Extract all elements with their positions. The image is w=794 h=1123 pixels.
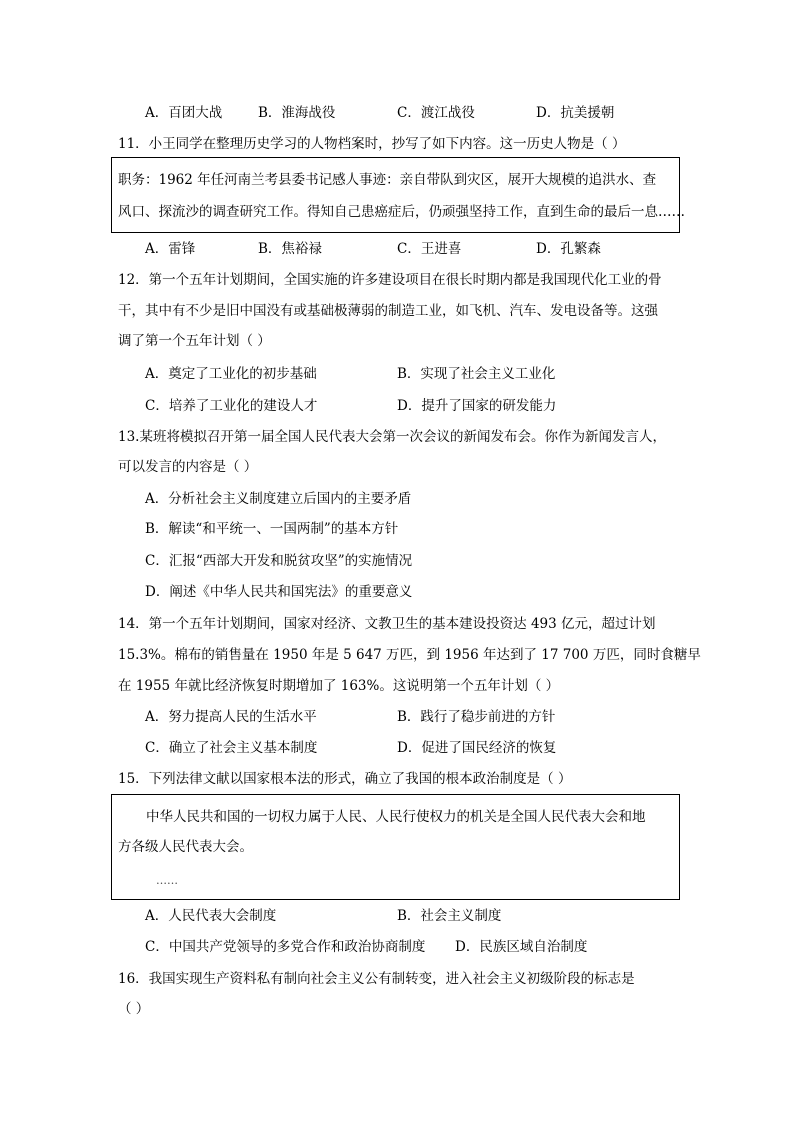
q13-option-b: B．解读“和平统一、一国两制”的基本方针 [145, 521, 399, 537]
q16-stem-line-1: 16．我国实现生产资料私有制向社会主义公有制转变，进入社会主义初级阶段的标志是 [118, 971, 635, 987]
q14-option-b: B．践行了稳步前进的方针 [397, 709, 556, 725]
q14-option-d: D．促进了国民经济的恢复 [397, 740, 557, 756]
q14-stem-line-2: 15.3%。棉布的销售量在 1950 年是 5 647 万匹，到 1956 年达到了 17 700 万匹，同时食糖早 [118, 647, 701, 663]
q11-option-d: D．孔繁森 [536, 241, 601, 257]
q14-stem-line-3: 在 1955 年就比经济恢复时期增加了 163%。这说明第一个五年计划（ ） [118, 678, 560, 694]
q12-stem-line-2: 干，其中有不少是旧中国没有或基础极薄弱的制造工业，如飞机、汽车、发电设备等。这强 [118, 303, 658, 319]
q10-option-b: B．淮海战役 [258, 105, 336, 121]
q16-stem-line-2: （ ） [118, 1001, 150, 1017]
q14-option-c: C．确立了社会主义基本制度 [145, 740, 318, 756]
q10-option-d: D．抗美援朝 [536, 105, 615, 121]
q13-stem-line-1: 13.某班将模拟召开第一届全国人民代表大会第一次会议的新闻发布会。你作为新闻发言人， [118, 429, 666, 445]
q15-stem: 15．下列法律文献以国家根本法的形式，确立了我国的根本政治制度是（ ） [118, 771, 572, 787]
q15-box-line-2: 方各级人民代表大会。 [118, 839, 253, 855]
q13-option-c: C．汇报“西部大开发和脱贫攻坚”的实施情况 [145, 553, 413, 569]
q13-stem-line-2: 可以发言的内容是（ ） [118, 459, 258, 475]
q13-option-d: D．阐述《中华人民共和国宪法》的重要意义 [145, 584, 413, 600]
q12-option-a: A．奠定了工业化的初步基础 [145, 366, 317, 382]
q11-stem: 11．小王同学在整理历史学习的人物档案时，抄写了如下内容。这一历史人物是（ ） [118, 136, 626, 152]
q11-option-c: C．王进喜 [397, 241, 462, 257]
q14-stem-line-1: 14．第一个五年计划期间，国家对经济、文教卫生的基本建设投资达 493 亿元，超过计划 [118, 616, 656, 632]
q13-option-a: A．分析社会主义制度建立后国内的主要矛盾 [145, 491, 412, 507]
q15-source-box [111, 794, 680, 900]
q12-stem-line-3: 调了第一个五年计划（ ） [118, 333, 271, 349]
q15-box-ellipsis: …… [156, 874, 178, 887]
q15-option-d: D．民族区域自治制度 [455, 939, 588, 955]
q11-box-line-2: 风口、探流沙的调查研究工作。得知自己患癌症后，仍顽强坚持工作，直到生命的最后一息…… [118, 204, 685, 220]
q11-option-a: A．雷锋 [145, 241, 196, 257]
q15-box-line-1: 中华人民共和国的一切权力属于人民、人民行使权力的机关是全国人民代表大会和地 [146, 809, 646, 825]
q14-option-a: A．努力提高人民的生活水平 [145, 709, 317, 725]
q11-option-b: B．焦裕禄 [258, 241, 322, 257]
q10-option-c: C．渡江战役 [397, 105, 475, 121]
q12-option-c: C．培养了工业化的建设人才 [145, 398, 318, 414]
q10-option-a: A．百团大战 [145, 105, 223, 121]
q11-box-line-1: 职务：1962 年任河南兰考县委书记感人事迹：亲自带队到灾区，展开大规模的追洪水、查 [118, 172, 657, 188]
q12-option-d: D．提升了国家的研发能力 [397, 398, 557, 414]
q15-option-b: B．社会主义制度 [397, 908, 502, 924]
q12-stem-line-1: 12．第一个五年计划期间，全国实施的许多建设项目在很长时期内都是我国现代化工业的骨 [118, 272, 662, 288]
q15-option-a: A．人民代表大会制度 [145, 908, 277, 924]
q12-option-b: B．实现了社会主义工业化 [397, 366, 556, 382]
q11-source-box [111, 157, 685, 233]
q15-option-c: C．中国共产党领导的多党合作和政治协商制度 [145, 939, 426, 955]
